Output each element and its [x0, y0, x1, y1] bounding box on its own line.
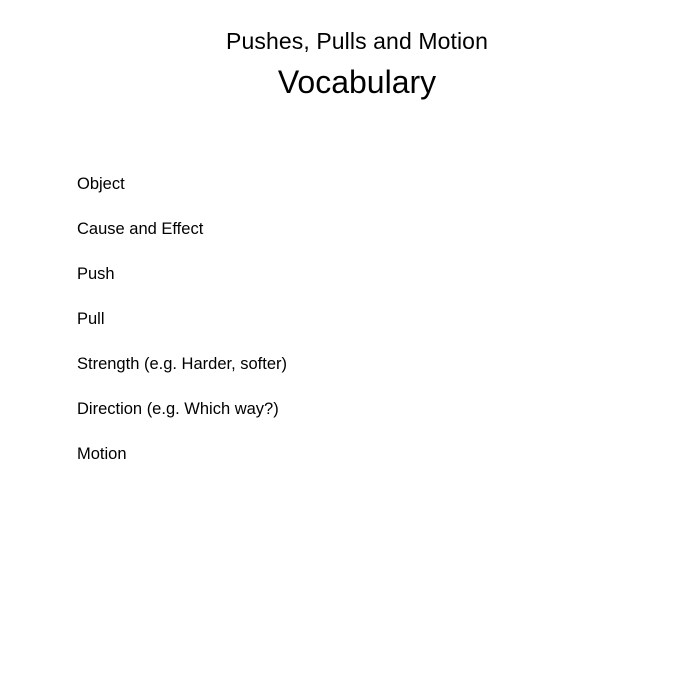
vocab-term-object: Object	[77, 175, 125, 193]
vocab-term-cause-and-effect: Cause and Effect	[77, 220, 204, 238]
vocab-term-strength: Strength (e.g. Harder, softer)	[77, 355, 288, 373]
vocab-term-pull: Pull	[77, 310, 105, 328]
vocabulary-list	[77, 174, 287, 489]
document-title: Vocabulary	[277, 64, 437, 100]
vocab-term-motion: Motion	[77, 445, 127, 463]
vocab-term-push: Push	[77, 265, 115, 283]
vocab-term-direction: Direction (e.g. Which way?)	[77, 400, 279, 418]
document-subtitle: Pushes, Pulls and Motion	[226, 28, 488, 54]
